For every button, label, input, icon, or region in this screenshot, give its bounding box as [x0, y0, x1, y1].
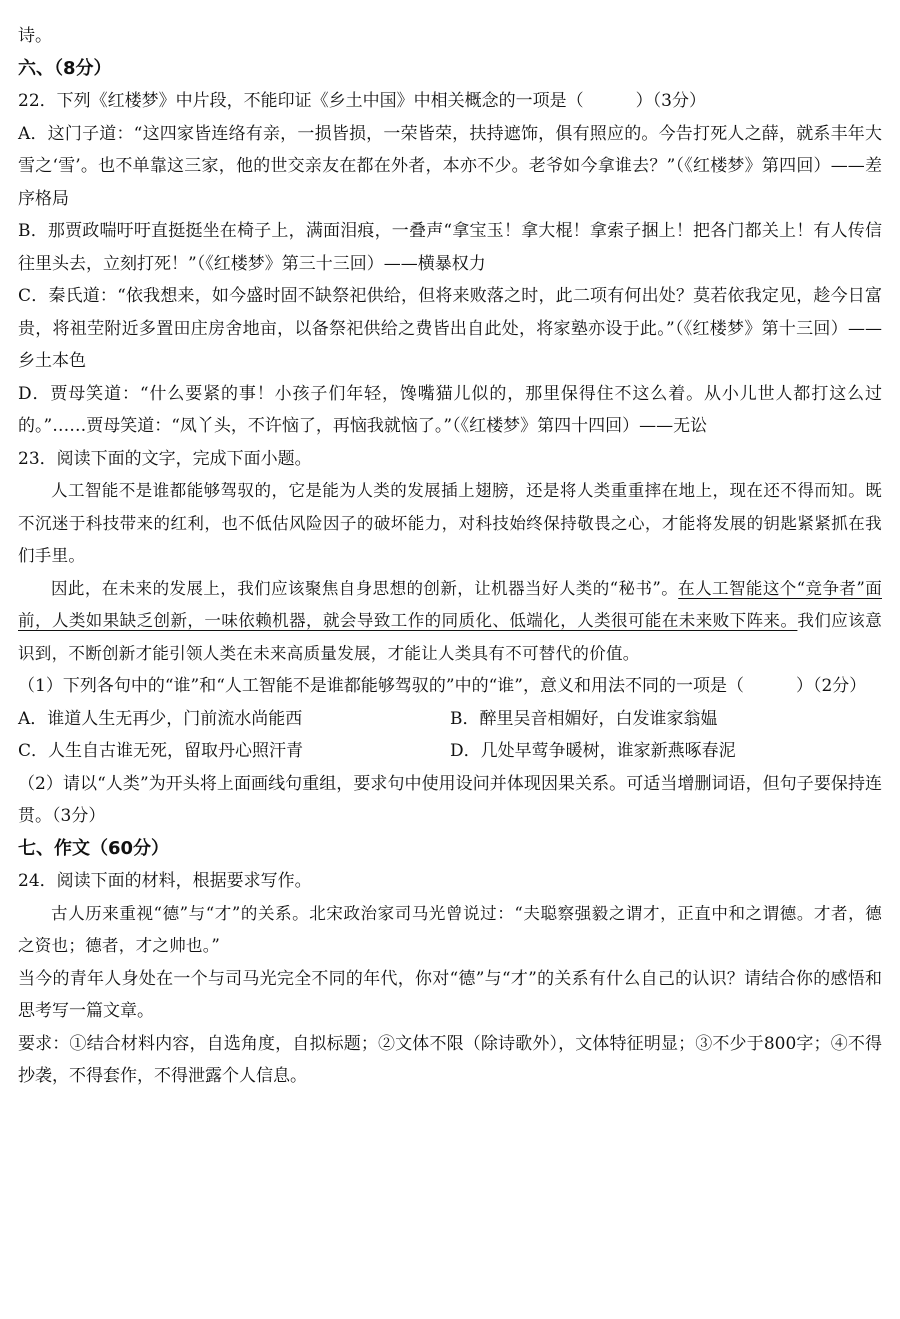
q24-material: 古人历来重视“德”与“才”的关系。北宋政治家司马光曾说过：“夫聪察强毅之谓才，正直中和之谓德。才者，德之资也；德者，才之帅也。”: [18, 903, 882, 955]
q23-sub1-option-c: C．人生自古谁无死，留取丹心照汗青: [18, 741, 304, 761]
q23-sub1-options-row1: [18, 703, 882, 736]
q22-option-d: D．贾母笑道：“什么要紧的事！小孩子们年轻，馋嘴猫儿似的，那里保得住不这么着。从小儿世人都打这么过的。”……贾母笑道：“凤丫头，不许恼了，再恼我就恼了。”（《红楼梦》第四十四回）——无讼: [18, 383, 882, 436]
q22-stem: 22．下列《红楼梦》中片段，不能印证《乡土中国》中相关概念的一项是（ ）（3分）: [18, 91, 706, 111]
q22-option-a: A．这门子道：“这四家皆连络有亲，一损皆损，一荣皆荣，扶持遮饰，俱有照应的。今告打死人之薛，就系丰年大雪之‘雪’。也不单靠这三家，他的世交亲友在都在外者，本亦不少。老爷如今拿谁去？”（《红楼梦》第四回）——差序格局: [18, 123, 882, 209]
underlined-sentence: 在人工智能这个“竞争者”面前，人类如果缺乏创新，一味依赖机器，就会导致工作的同质化、低端化，人类很可能在未来败下阵来。: [18, 578, 882, 630]
intro-fragment: 诗。: [18, 26, 52, 46]
q23-sub2: （2）请以“人类”为开头将上面画线句重组，要求句中使用设问并体现因果关系。可适当增删词语，但句子要保持连贯。（3分）: [18, 773, 882, 826]
q24-requirements: 要求：①结合材料内容，自选角度，自拟标题；②文体不限（除诗歌外），文体特征明显；③不少于800字；④不得抄袭，不得套作，不得泄露个人信息。: [18, 1033, 882, 1086]
q22-option-c: C．秦氏道：“依我想来，如今盛时固不缺祭祀供给，但将来败落之时，此二项有何出处？莫若依我定见，趁今日富贵，将祖茔附近多置田庄房舍地亩，以备祭祀供给之费皆出自此处，将家塾亦设于此。”（《红楼梦》第十三回）——乡土本色: [18, 286, 882, 371]
q23-sub1-option-d: D．几处早莺争暖树，谁家新燕啄春泥: [450, 741, 736, 761]
exam-page: [18, 20, 882, 1093]
q23-stem: 23．阅读下面的文字，完成下面小题。: [18, 448, 312, 469]
q23-sub1-stem: （1）下列各句中的“谁”和“人工智能不是谁都能够驾驭的”中的“谁”，意义和用法不同的一项是（ ）（2分）: [18, 676, 867, 696]
section6-heading: 六、（8分）: [18, 57, 112, 79]
q23-sub1-options-row2: [18, 735, 882, 768]
section7-heading: 七、作文（60分）: [18, 837, 170, 859]
q24-stem: 24．阅读下面的材料，根据要求写作。: [18, 871, 312, 891]
q23-sub1-option-a: A．谁道人生无再少，门前流水尚能西: [18, 708, 303, 729]
q23-passage-1: 人工智能不是谁都能够驾驭的，它是能为人类的发展插上翅膀，还是将人类重重摔在地上，现在还不得而知。既不沉迷于科技带来的红利，也不低估风险因子的破坏能力，对科技始终保持敬畏之心，才能将发展的钥匙紧紧抓在我们手里。: [18, 481, 882, 565]
q24-prompt: 当今的青年人身处在一个与司马光完全不同的年代，你对“德”与“才”的关系有什么自己的认识？请结合你的感悟和思考写一篇文章。: [18, 968, 882, 1021]
q23-sub1-option-b: B．醉里吴音相媚好，白发谁家翁媪: [450, 708, 718, 729]
q23-passage-2: 因此，在未来的发展上，我们应该聚焦自身思想的创新，让机器当好人类的“秘书”。在人工智能这个“竞争者”面前，人类如果缺乏创新，一味依赖机器，就会导致工作的同质化、低端化，人类很可能在未来败下阵来。我们应该意识到，不断创新才能引领人类在未来高质量发展，才能让人类具有不可替代的价值。: [18, 578, 882, 663]
q22-option-b: B．那贾政喘吁吁直挺挺坐在椅子上，满面泪痕，一叠声“拿宝玉！拿大棍！拿索子捆上！把各门都关上！有人传信往里头去，立刻打死！”（《红楼梦》第三十三回）——横暴权力: [18, 221, 882, 274]
